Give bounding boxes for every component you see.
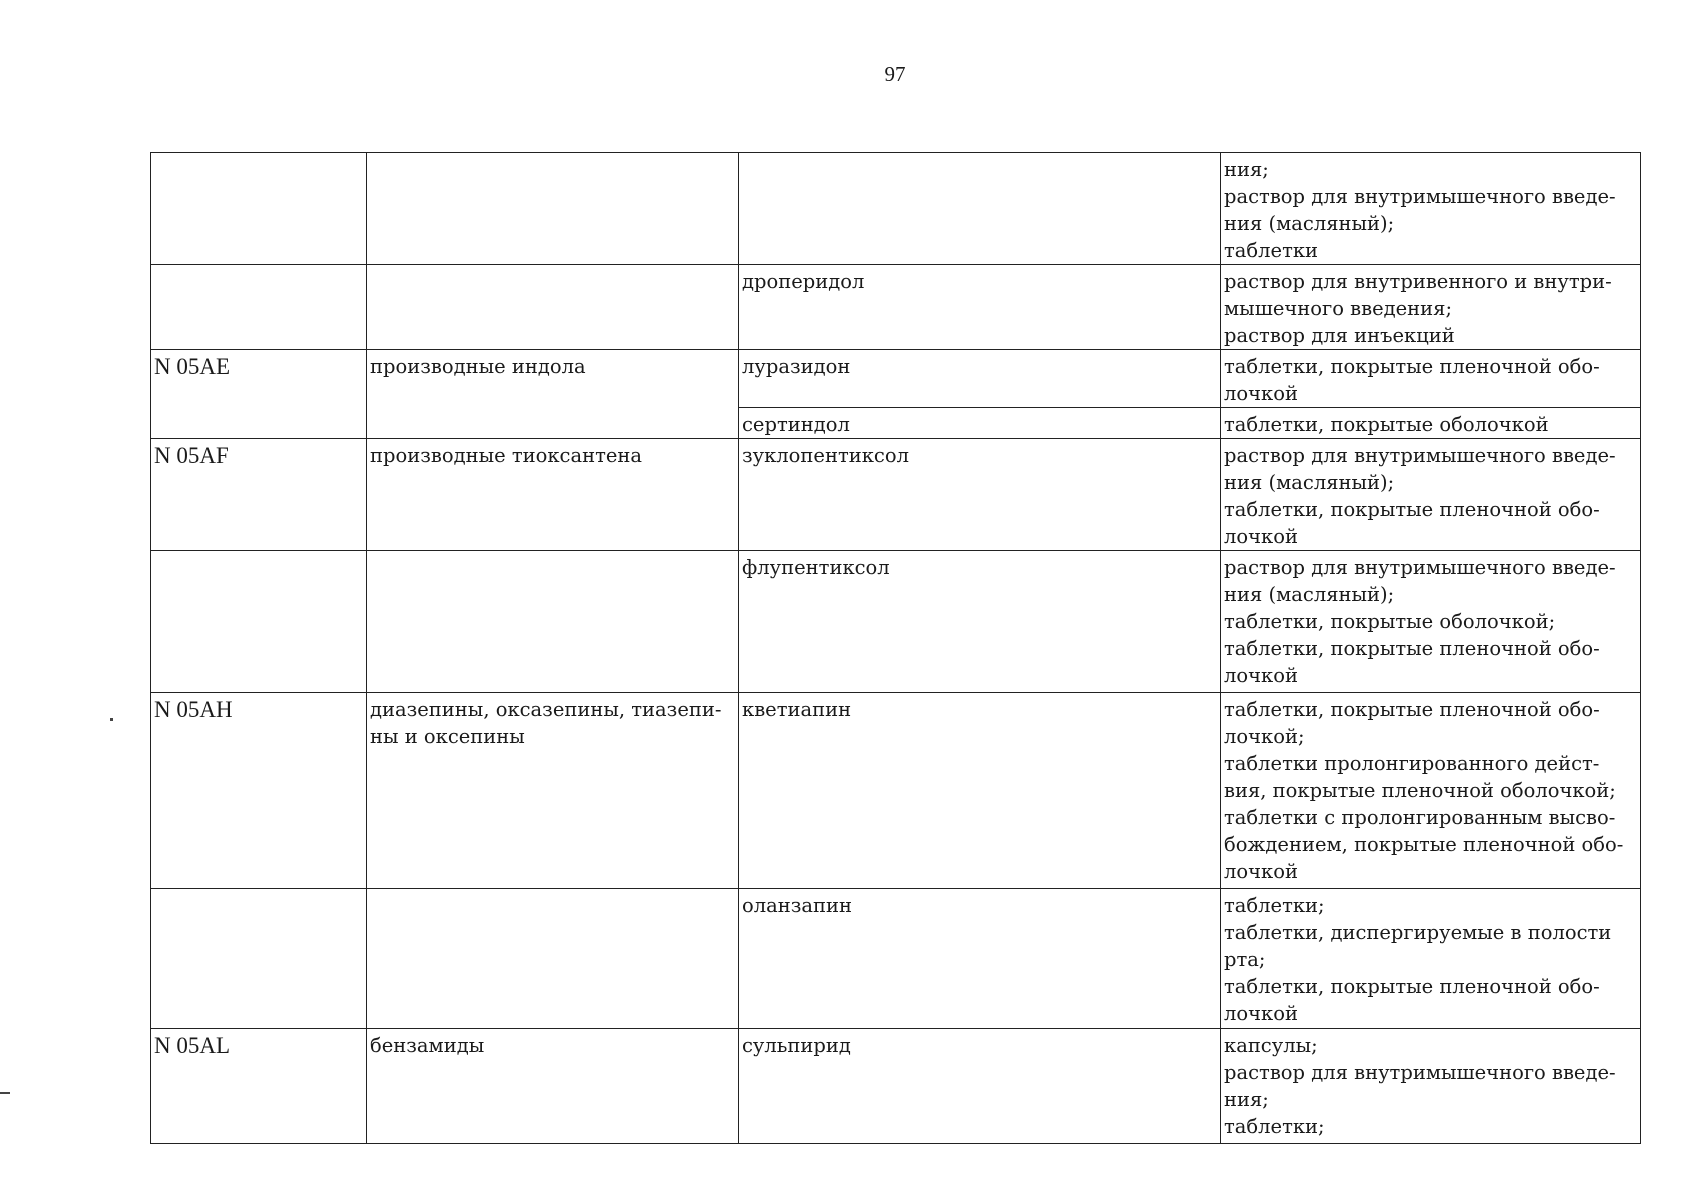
table-row: [151, 439, 1641, 551]
drug-name-cell: флупентиксол: [739, 551, 1221, 693]
cell-line: бождением, покрытые пленочной обо-: [1224, 833, 1624, 856]
atc-code-cell: N 05AE: [151, 350, 367, 439]
cell-line: таблетки, диспергируемые в полости: [1224, 921, 1612, 944]
page-number: 97: [884, 62, 906, 86]
dosage-forms-cell: [1221, 153, 1641, 265]
pharmacological-group-cell: [367, 693, 739, 889]
scan-mark: [110, 718, 113, 721]
cell-line: ния (масляный);: [1224, 212, 1395, 235]
cell-line: ния (масляный);: [1224, 583, 1395, 606]
table-row: [151, 350, 1641, 408]
drug-name-cell: сульпирид: [739, 1029, 1221, 1144]
atc-code-cell: N 05AL: [151, 1029, 367, 1144]
dosage-forms-cell: [1221, 265, 1641, 350]
cell-line: таблетки;: [1224, 1115, 1325, 1138]
cell-line: таблетки, покрытые пленочной обо-: [1224, 698, 1600, 721]
cell-line: таблетки, покрытые пленочной обо-: [1224, 637, 1600, 660]
drug-name-cell: зуклопентиксол: [739, 439, 1221, 551]
cell-line: раствор для внутривенного и внутри-: [1224, 270, 1612, 293]
pharmacological-group-cell: [367, 350, 739, 439]
drug-table: [150, 152, 1641, 1144]
cell-line: раствор для внутримышечного введе-: [1224, 1061, 1616, 1084]
pharmacological-group-cell: [367, 439, 739, 551]
cell-line: таблетки, покрытые пленочной обо-: [1224, 355, 1600, 378]
dosage-forms-cell: [1221, 439, 1641, 551]
atc-code-cell: [151, 153, 367, 265]
drug-name-cell: дроперидол: [739, 265, 1221, 350]
cell-line: таблетки пролонгированного дейст-: [1224, 752, 1600, 775]
table-row: [151, 153, 1641, 265]
dosage-forms-cell: [1221, 889, 1641, 1029]
table-row: [151, 265, 1641, 350]
scan-mark: [0, 1092, 10, 1094]
cell-line: ния;: [1224, 158, 1269, 181]
drug-name-cell: оланзапин: [739, 889, 1221, 1029]
cell-line: таблетки, покрытые пленочной обо-: [1224, 498, 1600, 521]
pharmacological-group-cell: [367, 889, 739, 1029]
cell-line: лочкой: [1224, 664, 1298, 687]
table-row: [151, 693, 1641, 889]
cell-line: раствор для инъекций: [1224, 324, 1455, 347]
cell-line: лочкой: [1224, 382, 1298, 405]
cell-line: раствор для внутримышечного введе-: [1224, 556, 1616, 579]
pharmacological-group-cell: [367, 551, 739, 693]
dosage-forms-cell: [1221, 551, 1641, 693]
cell-line: таблетки, покрытые пленочной обо-: [1224, 975, 1600, 998]
cell-line: вия, покрытые пленочной оболочкой;: [1224, 779, 1616, 802]
cell-line: ны и оксепины: [370, 725, 525, 748]
cell-line: ния;: [1224, 1088, 1269, 1111]
drug-name-cell: сертиндол: [739, 408, 1221, 439]
cell-line: капсулы;: [1224, 1034, 1318, 1057]
dosage-forms-cell: [1221, 350, 1641, 408]
cell-line: рта;: [1224, 948, 1266, 971]
cell-line: мышечного введения;: [1224, 297, 1453, 320]
cell-line: раствор для внутримышечного введе-: [1224, 444, 1616, 467]
cell-line: лочкой: [1224, 1002, 1298, 1025]
cell-line: лочкой: [1224, 525, 1298, 548]
pharmacological-group-cell: [367, 153, 739, 265]
atc-code-cell: [151, 265, 367, 350]
cell-line: лочкой;: [1224, 725, 1305, 748]
dosage-forms-cell: [1221, 1029, 1641, 1144]
dosage-forms-cell: [1221, 408, 1641, 439]
drug-name-cell: кветиапин: [739, 693, 1221, 889]
atc-code-cell: [151, 551, 367, 693]
atc-code-cell: N 05AF: [151, 439, 367, 551]
drug-name-cell: [739, 153, 1221, 265]
cell-line: таблетки, покрытые оболочкой: [1224, 413, 1549, 436]
dosage-forms-cell: [1221, 693, 1641, 889]
cell-line: диазепины, оксазепины, тиазепи-: [370, 698, 722, 721]
pharmacological-group-cell: [367, 265, 739, 350]
cell-line: производные тиоксантена: [370, 444, 643, 467]
cell-line: производные индола: [370, 355, 586, 378]
cell-line: таблетки;: [1224, 894, 1325, 917]
cell-line: таблетки: [1224, 239, 1319, 262]
table-row: [151, 1029, 1641, 1144]
cell-line: ния (масляный);: [1224, 471, 1395, 494]
atc-code-cell: N 05AH: [151, 693, 367, 889]
drug-name-cell: луразидон: [739, 350, 1221, 408]
table-row: [151, 889, 1641, 1029]
cell-line: бензамиды: [370, 1034, 485, 1057]
cell-line: таблетки, покрытые оболочкой;: [1224, 610, 1556, 633]
cell-line: лочкой: [1224, 860, 1298, 883]
cell-line: раствор для внутримышечного введе-: [1224, 185, 1616, 208]
cell-line: таблетки с пролонгированным высво-: [1224, 806, 1616, 829]
table-row: [151, 551, 1641, 693]
pharmacological-group-cell: [367, 1029, 739, 1144]
atc-code-cell: [151, 889, 367, 1029]
